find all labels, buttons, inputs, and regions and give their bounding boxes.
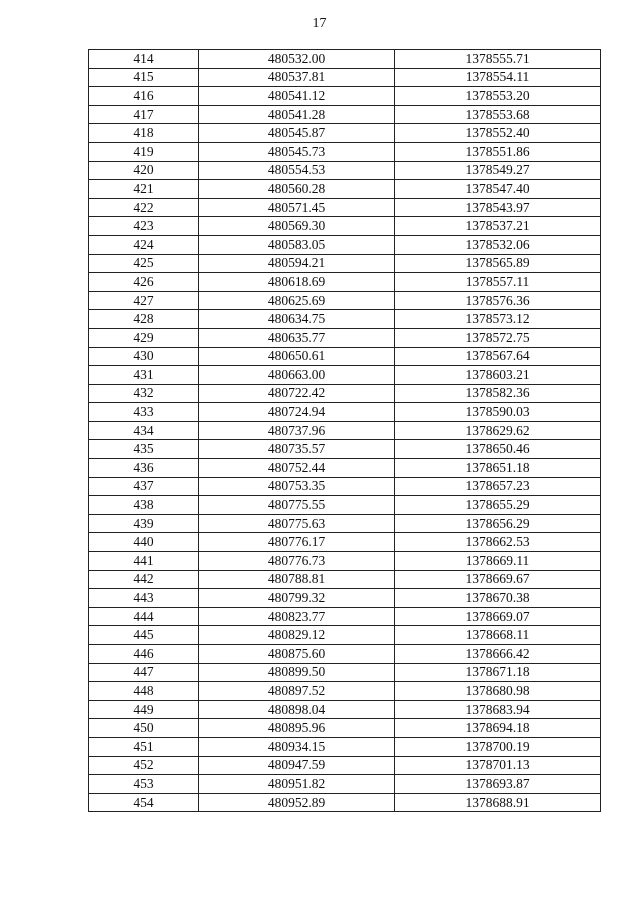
- x-coordinate-cell: 480776.73: [199, 552, 395, 571]
- page-number: 17: [312, 16, 327, 31]
- y-coordinate-cell: 1378701.13: [395, 756, 601, 775]
- point-number-cell: 450: [89, 719, 199, 738]
- point-number-cell: 429: [89, 328, 199, 347]
- x-coordinate-cell: 480635.77: [199, 328, 395, 347]
- point-number-cell: 443: [89, 589, 199, 608]
- x-coordinate-cell: 480663.00: [199, 366, 395, 385]
- y-coordinate-cell: 1378552.40: [395, 124, 601, 143]
- y-coordinate-cell: 1378651.18: [395, 459, 601, 478]
- y-coordinate-cell: 1378547.40: [395, 180, 601, 199]
- x-coordinate-cell: 480776.17: [199, 533, 395, 552]
- x-coordinate-cell: 480788.81: [199, 570, 395, 589]
- table-row: [89, 403, 601, 422]
- x-coordinate-cell: 480569.30: [199, 217, 395, 236]
- point-number-cell: 432: [89, 384, 199, 403]
- point-number-cell: 445: [89, 626, 199, 645]
- point-number-cell: 440: [89, 533, 199, 552]
- x-coordinate-cell: 480724.94: [199, 403, 395, 422]
- table-row: [89, 682, 601, 701]
- x-coordinate-cell: 480775.63: [199, 514, 395, 533]
- point-number-cell: 425: [89, 254, 199, 273]
- table-row: [89, 68, 601, 87]
- point-number-cell: 434: [89, 421, 199, 440]
- x-coordinate-cell: 480775.55: [199, 496, 395, 515]
- table-row: [89, 273, 601, 292]
- y-coordinate-cell: 1378669.67: [395, 570, 601, 589]
- table-row: [89, 50, 601, 69]
- table-row: [89, 626, 601, 645]
- y-coordinate-cell: 1378557.11: [395, 273, 601, 292]
- x-coordinate-cell: 480618.69: [199, 273, 395, 292]
- point-number-cell: 414: [89, 50, 199, 69]
- table-row: [89, 217, 601, 236]
- y-coordinate-cell: 1378694.18: [395, 719, 601, 738]
- y-coordinate-cell: 1378573.12: [395, 310, 601, 329]
- table-row: [89, 645, 601, 664]
- y-coordinate-cell: 1378693.87: [395, 775, 601, 794]
- point-number-cell: 446: [89, 645, 199, 664]
- point-number-cell: 426: [89, 273, 199, 292]
- y-coordinate-cell: 1378532.06: [395, 235, 601, 254]
- y-coordinate-cell: 1378629.62: [395, 421, 601, 440]
- table-row: [89, 775, 601, 794]
- x-coordinate-cell: 480947.59: [199, 756, 395, 775]
- x-coordinate-cell: 480799.32: [199, 589, 395, 608]
- y-coordinate-cell: 1378670.38: [395, 589, 601, 608]
- table-row: [89, 496, 601, 515]
- point-number-cell: 444: [89, 607, 199, 626]
- coordinates-table-body: [89, 50, 601, 812]
- table-row: [89, 440, 601, 459]
- x-coordinate-cell: 480829.12: [199, 626, 395, 645]
- x-coordinate-cell: 480537.81: [199, 68, 395, 87]
- x-coordinate-cell: 480951.82: [199, 775, 395, 794]
- point-number-cell: 448: [89, 682, 199, 701]
- table-row: [89, 570, 601, 589]
- y-coordinate-cell: 1378680.98: [395, 682, 601, 701]
- y-coordinate-cell: 1378555.71: [395, 50, 601, 69]
- point-number-cell: 442: [89, 570, 199, 589]
- y-coordinate-cell: 1378551.86: [395, 142, 601, 161]
- table-row: [89, 663, 601, 682]
- table-row: [89, 477, 601, 496]
- y-coordinate-cell: 1378537.21: [395, 217, 601, 236]
- point-number-cell: 419: [89, 142, 199, 161]
- table-row: [89, 235, 601, 254]
- x-coordinate-cell: 480541.12: [199, 87, 395, 106]
- y-coordinate-cell: 1378669.07: [395, 607, 601, 626]
- table-row: [89, 254, 601, 273]
- x-coordinate-cell: 480753.35: [199, 477, 395, 496]
- table-row: [89, 161, 601, 180]
- x-coordinate-cell: 480560.28: [199, 180, 395, 199]
- point-number-cell: 427: [89, 291, 199, 310]
- y-coordinate-cell: 1378554.11: [395, 68, 601, 87]
- x-coordinate-cell: 480583.05: [199, 235, 395, 254]
- y-coordinate-cell: 1378655.29: [395, 496, 601, 515]
- point-number-cell: 451: [89, 737, 199, 756]
- table-row: [89, 719, 601, 738]
- y-coordinate-cell: 1378543.97: [395, 198, 601, 217]
- y-coordinate-cell: 1378553.68: [395, 105, 601, 124]
- y-coordinate-cell: 1378603.21: [395, 366, 601, 385]
- point-number-cell: 453: [89, 775, 199, 794]
- coordinates-table: [88, 49, 601, 812]
- point-number-cell: 417: [89, 105, 199, 124]
- y-coordinate-cell: 1378657.23: [395, 477, 601, 496]
- point-number-cell: 454: [89, 793, 199, 812]
- table-row: [89, 552, 601, 571]
- point-number-cell: 418: [89, 124, 199, 143]
- y-coordinate-cell: 1378567.64: [395, 347, 601, 366]
- x-coordinate-cell: 480752.44: [199, 459, 395, 478]
- point-number-cell: 430: [89, 347, 199, 366]
- y-coordinate-cell: 1378553.20: [395, 87, 601, 106]
- table-row: [89, 142, 601, 161]
- x-coordinate-cell: 480594.21: [199, 254, 395, 273]
- point-number-cell: 433: [89, 403, 199, 422]
- x-coordinate-cell: 480823.77: [199, 607, 395, 626]
- point-number-cell: 415: [89, 68, 199, 87]
- x-coordinate-cell: 480554.53: [199, 161, 395, 180]
- table-row: [89, 310, 601, 329]
- point-number-cell: 439: [89, 514, 199, 533]
- x-coordinate-cell: 480895.96: [199, 719, 395, 738]
- x-coordinate-cell: 480545.87: [199, 124, 395, 143]
- point-number-cell: 423: [89, 217, 199, 236]
- x-coordinate-cell: 480532.00: [199, 50, 395, 69]
- table-row: [89, 366, 601, 385]
- y-coordinate-cell: 1378662.53: [395, 533, 601, 552]
- point-number-cell: 435: [89, 440, 199, 459]
- table-row: [89, 328, 601, 347]
- x-coordinate-cell: 480541.28: [199, 105, 395, 124]
- x-coordinate-cell: 480545.73: [199, 142, 395, 161]
- table-row: [89, 589, 601, 608]
- point-number-cell: 421: [89, 180, 199, 199]
- y-coordinate-cell: 1378590.03: [395, 403, 601, 422]
- table-row: [89, 291, 601, 310]
- x-coordinate-cell: 480735.57: [199, 440, 395, 459]
- y-coordinate-cell: 1378650.46: [395, 440, 601, 459]
- point-number-cell: 447: [89, 663, 199, 682]
- table-row: [89, 533, 601, 552]
- x-coordinate-cell: 480899.50: [199, 663, 395, 682]
- point-number-cell: 428: [89, 310, 199, 329]
- y-coordinate-cell: 1378671.18: [395, 663, 601, 682]
- y-coordinate-cell: 1378666.42: [395, 645, 601, 664]
- point-number-cell: 449: [89, 700, 199, 719]
- y-coordinate-cell: 1378565.89: [395, 254, 601, 273]
- table-row: [89, 607, 601, 626]
- point-number-cell: 441: [89, 552, 199, 571]
- point-number-cell: 438: [89, 496, 199, 515]
- table-row: [89, 459, 601, 478]
- point-number-cell: 420: [89, 161, 199, 180]
- table-row: [89, 756, 601, 775]
- x-coordinate-cell: 480898.04: [199, 700, 395, 719]
- table-row: [89, 347, 601, 366]
- table-row: [89, 384, 601, 403]
- x-coordinate-cell: 480571.45: [199, 198, 395, 217]
- x-coordinate-cell: 480650.61: [199, 347, 395, 366]
- y-coordinate-cell: 1378669.11: [395, 552, 601, 571]
- point-number-cell: 431: [89, 366, 199, 385]
- y-coordinate-cell: 1378549.27: [395, 161, 601, 180]
- table-row: [89, 198, 601, 217]
- point-number-cell: 436: [89, 459, 199, 478]
- x-coordinate-cell: 480625.69: [199, 291, 395, 310]
- y-coordinate-cell: 1378683.94: [395, 700, 601, 719]
- y-coordinate-cell: 1378688.91: [395, 793, 601, 812]
- table-row: [89, 87, 601, 106]
- y-coordinate-cell: 1378572.75: [395, 328, 601, 347]
- point-number-cell: 416: [89, 87, 199, 106]
- y-coordinate-cell: 1378582.36: [395, 384, 601, 403]
- x-coordinate-cell: 480634.75: [199, 310, 395, 329]
- table-row: [89, 737, 601, 756]
- x-coordinate-cell: 480952.89: [199, 793, 395, 812]
- y-coordinate-cell: 1378656.29: [395, 514, 601, 533]
- x-coordinate-cell: 480875.60: [199, 645, 395, 664]
- table-row: [89, 421, 601, 440]
- table-row: [89, 124, 601, 143]
- point-number-cell: 452: [89, 756, 199, 775]
- point-number-cell: 422: [89, 198, 199, 217]
- x-coordinate-cell: 480722.42: [199, 384, 395, 403]
- point-number-cell: 424: [89, 235, 199, 254]
- table-row: [89, 793, 601, 812]
- y-coordinate-cell: 1378700.19: [395, 737, 601, 756]
- point-number-cell: 437: [89, 477, 199, 496]
- table-row: [89, 105, 601, 124]
- y-coordinate-cell: 1378668.11: [395, 626, 601, 645]
- table-row: [89, 514, 601, 533]
- x-coordinate-cell: 480897.52: [199, 682, 395, 701]
- table-row: [89, 180, 601, 199]
- table-row: [89, 700, 601, 719]
- x-coordinate-cell: 480737.96: [199, 421, 395, 440]
- x-coordinate-cell: 480934.15: [199, 737, 395, 756]
- y-coordinate-cell: 1378576.36: [395, 291, 601, 310]
